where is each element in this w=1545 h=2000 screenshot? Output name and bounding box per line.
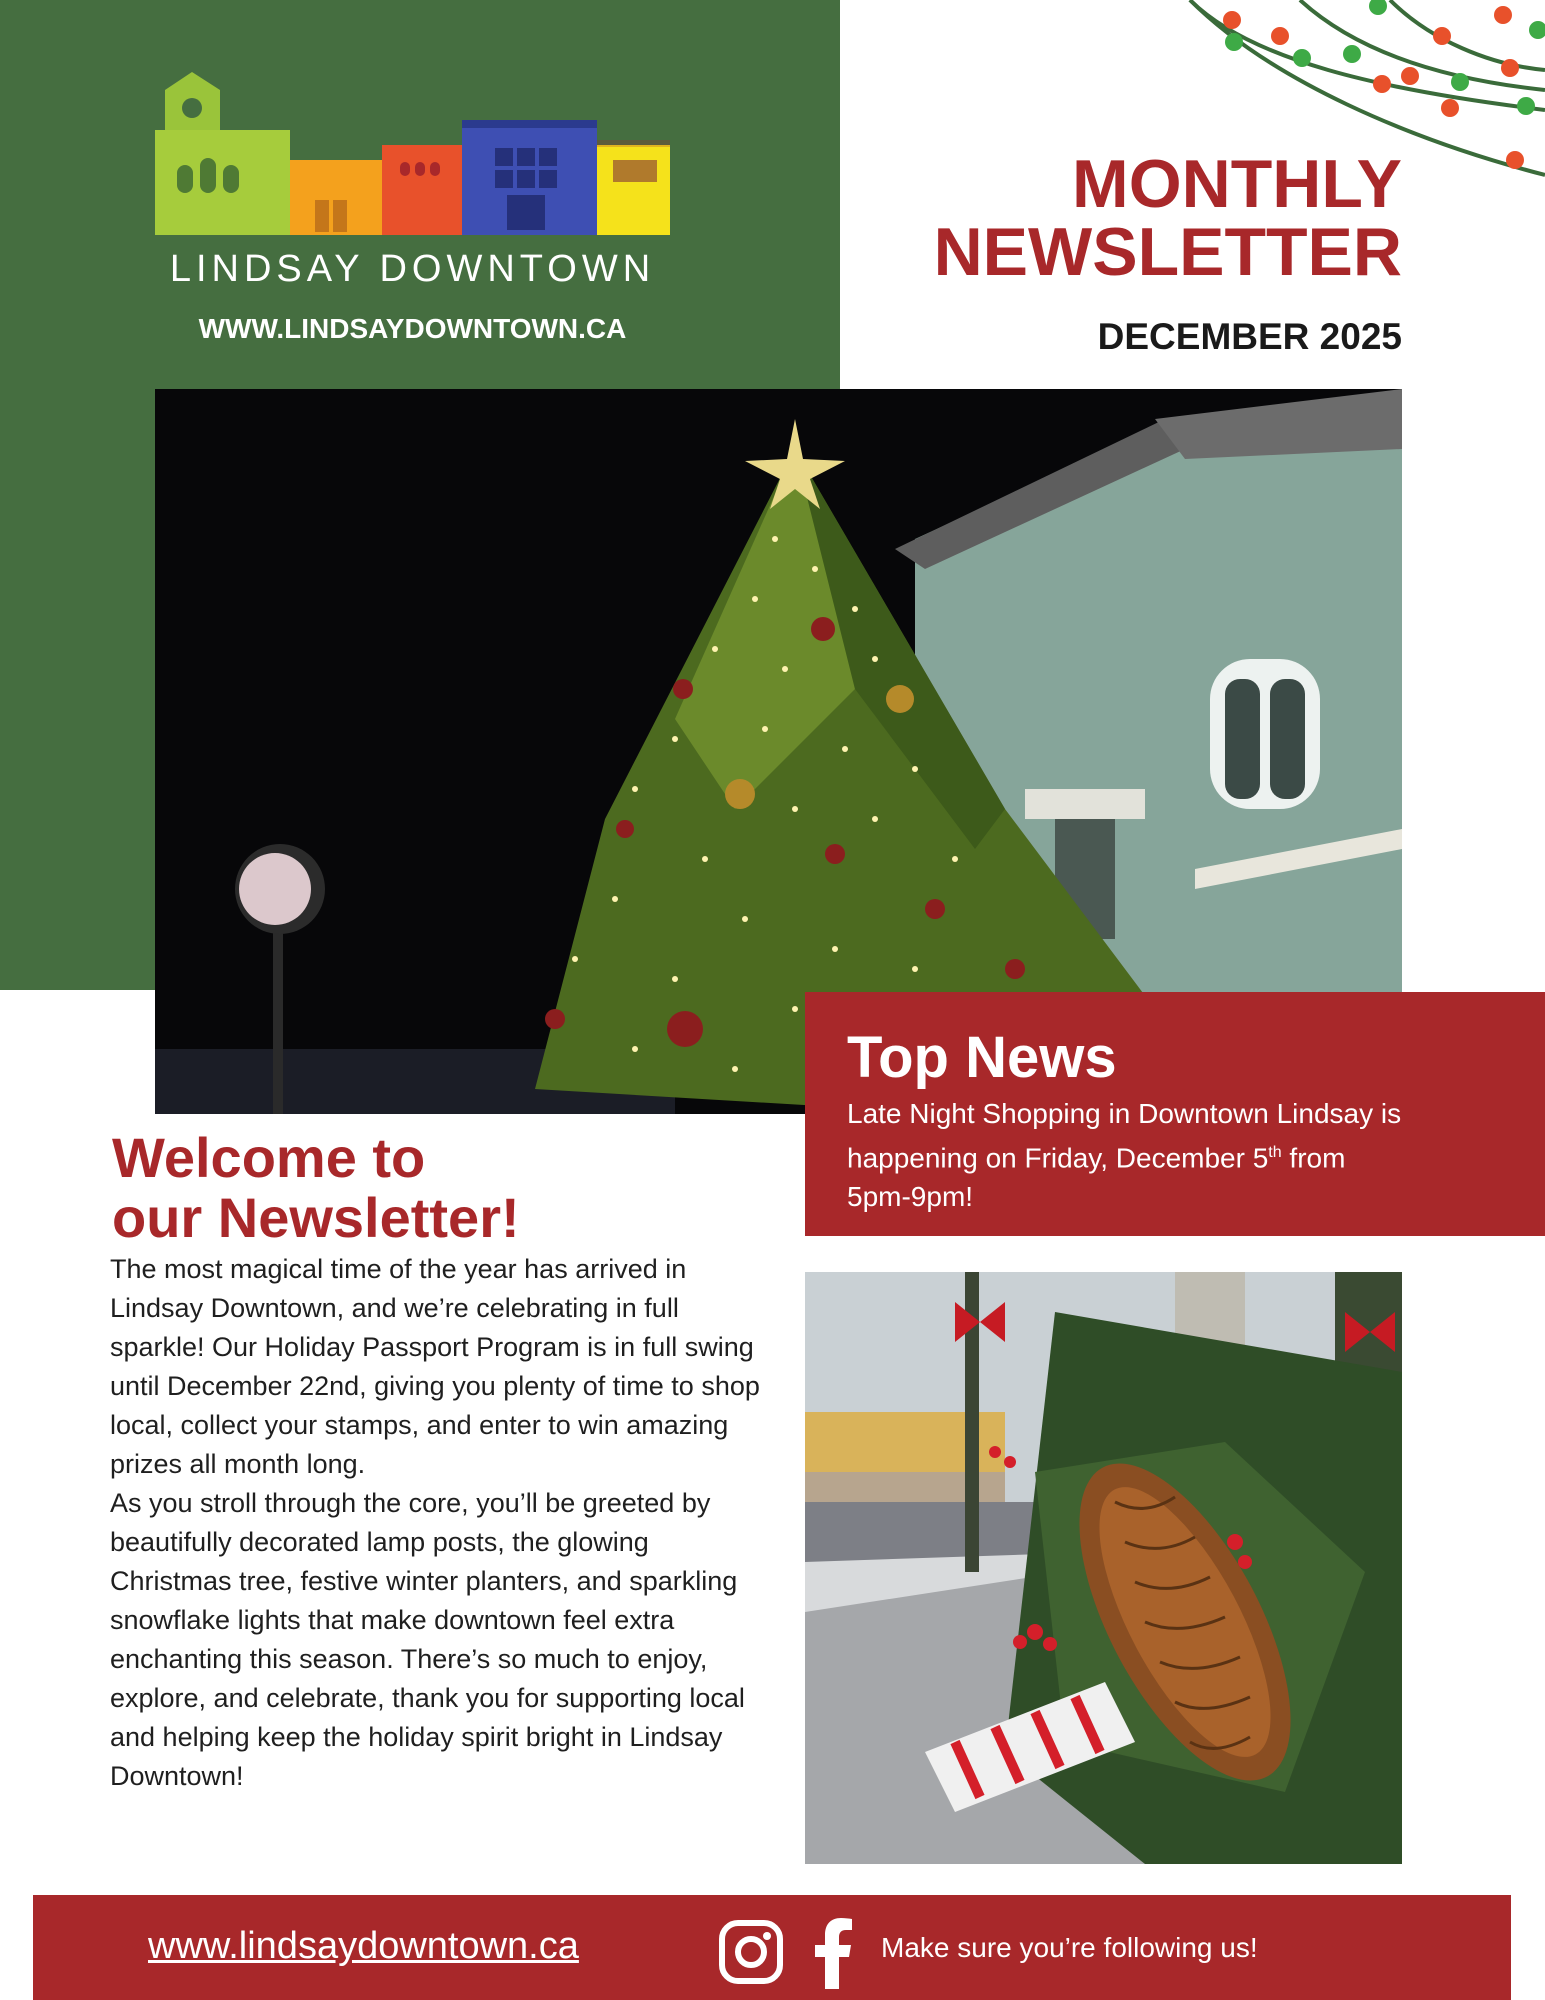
welcome-paragraph-1: The most magical time of the year has arrived in Lindsay Downtown, and we’re celebrating in full sparkle! Our Holiday Passport Program is in full swing until December 22nd, giving you plenty of time to shop local, collect your stamps, and enter to win amazing prizes all month long. xyxy=(110,1254,760,1479)
welcome-body xyxy=(110,1250,760,1796)
newsletter-title xyxy=(802,146,1402,290)
top-news-text xyxy=(847,1094,1407,1216)
title-line-1: MONTHLY xyxy=(1072,146,1402,222)
footer-bar xyxy=(33,1895,1511,2000)
top-news-heading: Top News xyxy=(847,1025,1117,1090)
org-name: LINDSAY DOWNTOWN xyxy=(169,248,656,290)
lindsay-downtown-logo xyxy=(155,70,670,245)
pinecone-planter-photo xyxy=(805,1272,1402,1864)
instagram-icon[interactable] xyxy=(718,1919,784,1985)
footer-website-link[interactable]: www.lindsaydowntown.ca xyxy=(148,1925,579,1967)
top-news-text-main: Late Night Shopping in Downtown Lindsay is happening on Friday, December 5 xyxy=(847,1098,1402,1174)
title-line-2: NEWSLETTER xyxy=(933,214,1402,290)
top-news-text-ordinal: th xyxy=(1268,1144,1282,1161)
welcome-heading-line-1: Welcome to xyxy=(112,1126,426,1189)
follow-us-note: Make sure you’re following us! xyxy=(881,1932,1258,1963)
welcome-heading-line-2: our Newsletter! xyxy=(112,1186,520,1249)
top-news-text-time: from 5pm-9pm! xyxy=(847,1142,1346,1213)
welcome-paragraph-2: As you stroll through the core, you’ll be greeted by beautifully decorated lamp posts, the glowing Christmas tree, festive winter planters, and sparkling snowflake lights that make downtown feel extra enchanting this season. There’s so much to enjoy, explore, and celebrate, thank you for supporting local and helping keep the holiday spirit bright in Lindsay Downtown! xyxy=(110,1488,745,1791)
issue-date: DECEMBER 2025 xyxy=(1097,316,1402,357)
top-news-box xyxy=(805,992,1545,1236)
header-website-link[interactable]: WWW.LINDSAYDOWNTOWN.CA xyxy=(198,313,627,344)
welcome-heading xyxy=(112,1128,732,1248)
facebook-icon[interactable] xyxy=(813,1917,853,1989)
